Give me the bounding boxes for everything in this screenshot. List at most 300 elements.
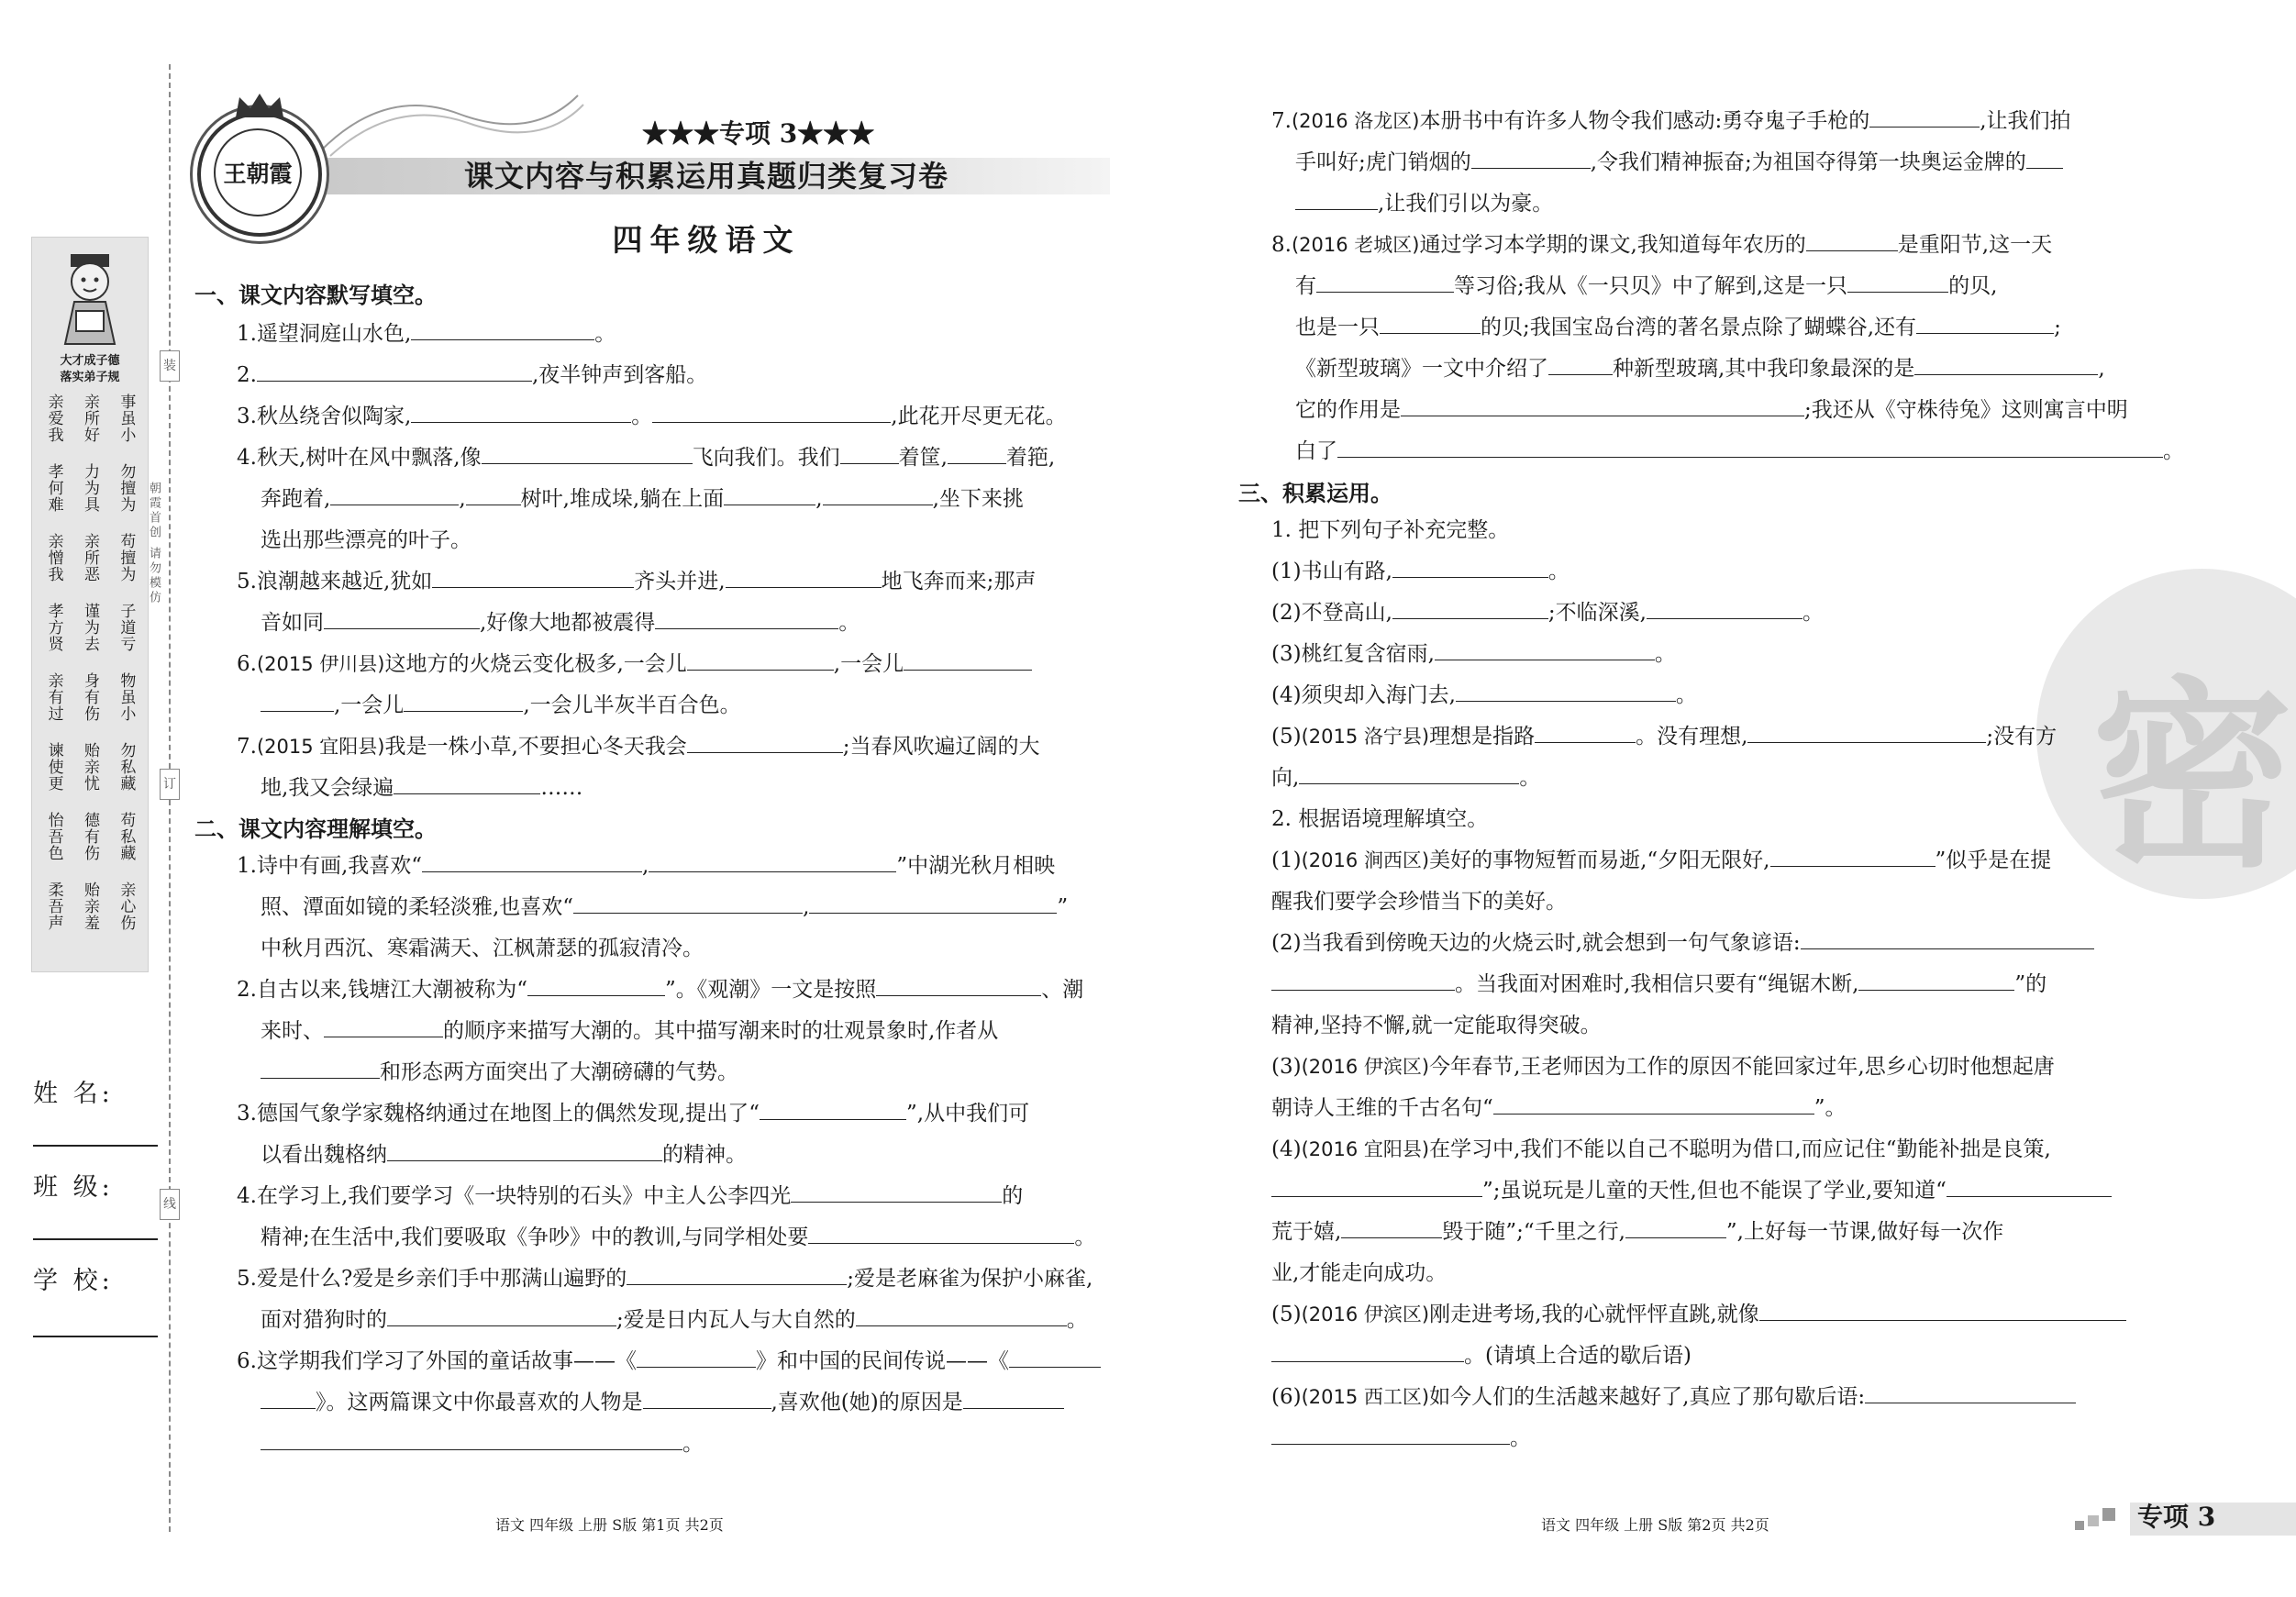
q-text: 秋丛绕舍似陶家, — [256, 405, 412, 428]
answer-blank[interactable] — [627, 1259, 847, 1285]
r-s1-i2 — [1271, 593, 1824, 634]
motto-col: 亲爱我 — [44, 394, 63, 443]
q-text: 》。这两篇课文中你最喜欢的人物是 — [316, 1391, 643, 1414]
r-q8-line2 — [1295, 266, 1997, 307]
answer-blank[interactable] — [637, 1341, 756, 1368]
answer-blank[interactable] — [1916, 307, 2054, 334]
question-source-tag: (2016 洛龙区) — [1291, 110, 1420, 132]
r-s2-i3-line2 — [1271, 1088, 1847, 1129]
name-field[interactable] — [33, 1145, 158, 1147]
motto-col: 事虽小 — [116, 394, 136, 443]
r-q7-line1 — [1271, 101, 2071, 142]
q-text: 是重阳节,这一天 — [1897, 233, 2053, 257]
answer-blank[interactable] — [1493, 1088, 1814, 1115]
q-text: 。 — [838, 611, 860, 635]
q-text: 这学期我们学习了外国的童话故事——《 — [256, 1349, 637, 1373]
motto-col: 勿私藏 — [116, 742, 136, 792]
r-q7-line2 — [1295, 142, 2063, 183]
q-num: 1. — [237, 322, 257, 346]
answer-blank[interactable] — [1337, 431, 2163, 458]
s1-q6-line2 — [261, 685, 741, 726]
q-text: , — [459, 487, 466, 511]
q-text: (5) — [1271, 725, 1302, 749]
r-s1-i5-line1 — [1271, 716, 2057, 758]
q-num: 5. — [237, 570, 257, 593]
answer-blank[interactable] — [840, 438, 899, 464]
q-text: 。 — [1547, 560, 1569, 583]
answer-blank[interactable] — [1271, 1336, 1464, 1362]
answer-blank[interactable] — [411, 314, 594, 340]
footer-tag: 专项 3 — [2137, 1502, 2216, 1532]
answer-blank[interactable] — [687, 726, 843, 753]
answer-blank[interactable] — [856, 1300, 1067, 1326]
crown-icon — [232, 92, 287, 119]
r-s1-i3 — [1271, 634, 1676, 675]
q-text: 毁于随”;“千里之行, — [1442, 1220, 1625, 1244]
q-text: ;当春风吹遍辽阔的大 — [842, 735, 1040, 759]
s1-q5-line2 — [261, 603, 860, 644]
answer-blank[interactable] — [1471, 142, 1591, 169]
q-text: 。 — [2163, 439, 2184, 463]
answer-blank[interactable] — [1914, 349, 2098, 375]
s2-q1-line2 — [261, 887, 1068, 928]
q-text: (3) — [1271, 1055, 1302, 1079]
q-num: 3. — [237, 405, 257, 428]
motto-col: 子道亏 — [116, 603, 136, 652]
page-title: 课文内容与积累运用真题归类复习卷 — [463, 159, 948, 194]
answer-blank[interactable] — [1770, 840, 1936, 867]
q-text: ” — [1057, 895, 1069, 919]
answer-blank[interactable] — [904, 644, 1032, 671]
r-s2-i5-line1 — [1271, 1294, 2126, 1336]
motto-col: 孝方贤 — [44, 603, 63, 652]
answer-blank[interactable] — [387, 1300, 616, 1326]
q-text: 遥望洞庭山水色, — [256, 322, 412, 346]
q-text: ,一会儿 — [833, 652, 904, 676]
answer-blank[interactable] — [1869, 101, 1980, 128]
answer-blank[interactable] — [1380, 307, 1481, 334]
r-q8-line3 — [1295, 307, 2061, 349]
q-text: ,夜半钟声到客船。 — [531, 363, 708, 387]
answer-blank[interactable] — [1299, 758, 1519, 784]
motto-col: 物虽小 — [116, 672, 136, 722]
r-s2-i4-line2 — [1271, 1170, 2112, 1212]
q-num: 5. — [237, 1267, 257, 1291]
grade-subject-title: 四年级语文 — [612, 222, 801, 258]
s2-q2-line2 — [261, 1011, 998, 1052]
answer-blank[interactable] — [1341, 1212, 1442, 1238]
answer-blank[interactable] — [261, 1424, 682, 1450]
q-text: 的顺序来描写大潮的。其中描写潮来时的壮观景象时,作者从 — [443, 1019, 999, 1043]
r-s2-i2-line1 — [1271, 923, 2094, 964]
q-text: 种新型玻璃,其中我印象最深的是 — [1613, 357, 1915, 381]
s1-q3 — [237, 396, 1067, 438]
r-s2-i4-line4: 业,才能走向成功。 — [1271, 1261, 1447, 1285]
q-text: , — [2098, 357, 2105, 381]
q-text: 、潮 — [1041, 978, 1084, 1002]
q-text: ,坐下来挑 — [932, 487, 1024, 511]
q-text: (4) — [1271, 1137, 1302, 1161]
q-text: 在学习中,我们不能以自己不聪明为借口,而应记住“勤能补拙是良策, — [1429, 1137, 2051, 1161]
ribbon-decoration — [312, 77, 587, 160]
q-text: 今年春节,王老师因为工作的原因不能回家过年,思乡心切时他想起唐 — [1429, 1055, 2055, 1079]
answer-blank[interactable] — [1295, 183, 1378, 210]
motto-col: 贻亲忧 — [80, 742, 99, 792]
answer-blank[interactable] — [466, 479, 521, 505]
motto-top: 大才成子德 — [60, 354, 120, 368]
s1-q5-line1 — [237, 561, 1036, 603]
q-text: 诗中有画,我喜欢“ — [256, 854, 423, 878]
motto-col: 力为具 — [80, 463, 99, 513]
q-text: 和形态两方面突出了大潮磅礴的气势。 — [380, 1060, 738, 1084]
q-text: (2)不登高山, — [1271, 601, 1392, 625]
r-s2-i4-line1 — [1271, 1129, 2051, 1170]
q-text: …… — [540, 776, 583, 800]
q-text: 。 — [1510, 1426, 1531, 1450]
q-text: ”;虽说玩是儿童的天性,但也不能误了学业,要知道“ — [1482, 1179, 1947, 1203]
q-text: ,令我们精神振奋;为祖国夺得第一块奥运金牌的 — [1590, 150, 2026, 174]
answer-blank[interactable] — [1947, 1170, 2112, 1197]
question-source-tag: (2015 伊川县) — [256, 653, 385, 675]
motto-bottom: 落实弟子规 — [60, 371, 120, 384]
q-text: 中秋月西沉、寒霜满天、江枫萧瑟的孤寂清冷。 — [261, 937, 704, 960]
q-text: 来时、 — [261, 1019, 324, 1043]
q-text: 。 — [631, 405, 653, 428]
r-s2-i2-line2 — [1271, 964, 2046, 1005]
motto-col: 亲所好 — [80, 394, 99, 443]
answer-blank[interactable] — [573, 887, 803, 914]
q-text: 向, — [1271, 766, 1300, 790]
answer-blank[interactable] — [791, 1176, 1002, 1203]
q-text: ”似乎是在提 — [1935, 848, 2052, 872]
q-num: 4. — [237, 446, 257, 470]
answer-blank[interactable] — [649, 846, 896, 872]
motto-col: 勿擅为 — [116, 463, 136, 513]
cut-mark: 线 — [160, 1189, 180, 1220]
r-s1-title: 1. 把下列句子补充完整。 — [1271, 518, 1510, 542]
q-text: (5) — [1271, 1303, 1302, 1326]
sub-banner: ★★★专项 3★★★ — [642, 118, 875, 149]
brand-name: 王朝霞 — [223, 161, 293, 187]
answer-blank[interactable] — [1392, 593, 1548, 619]
answer-blank[interactable] — [1456, 675, 1676, 702]
answer-blank[interactable] — [643, 1382, 771, 1409]
r-q7-line3 — [1295, 183, 1553, 225]
motto-col: 亲心伤 — [116, 882, 136, 931]
answer-blank[interactable] — [404, 685, 523, 712]
motto-col: 德有伤 — [80, 812, 99, 861]
q-text: 。没有理想, — [1636, 725, 1748, 749]
s2-q6-line3 — [261, 1424, 704, 1465]
q-text: ,一会儿 — [334, 693, 405, 717]
answer-blank[interactable] — [1435, 634, 1655, 660]
answer-blank[interactable] — [1647, 593, 1802, 619]
answer-blank[interactable] — [527, 970, 665, 996]
question-source-tag: (2015 洛宁县) — [1301, 726, 1430, 748]
s2-q1-line3 — [261, 928, 704, 970]
cut-mark: 装 — [160, 350, 180, 382]
s2-q6-line1 — [237, 1341, 1101, 1382]
answer-blank[interactable] — [808, 1217, 1074, 1244]
q-text: ”,上好每一节课,做好每一次作 — [1725, 1220, 2004, 1244]
answer-blank[interactable] — [432, 561, 634, 588]
q-text: ”的 — [2014, 972, 2047, 996]
s2-q4-line1 — [237, 1176, 1023, 1217]
question-source-tag: (2016 伊滨区) — [1301, 1303, 1430, 1325]
q-text: 飞向我们。我们 — [692, 446, 840, 470]
answer-blank[interactable] — [1806, 225, 1898, 251]
name-label: 姓 名: — [33, 1080, 114, 1108]
q-num: 7. — [1271, 109, 1292, 133]
q-text: 奔跑着, — [261, 487, 331, 511]
q-text: ”。《观潮》一文是按照 — [665, 978, 877, 1002]
motto-col: 孝何难 — [44, 463, 63, 513]
q-text: , — [642, 854, 649, 878]
r-s2-i1-line1 — [1271, 840, 2051, 882]
q-text: 的 — [1002, 1184, 1024, 1208]
s1-q4-line3 — [261, 520, 471, 561]
q-text: ”。 — [1814, 1096, 1847, 1120]
s1-q4-line1 — [237, 438, 1055, 479]
s2-q3-line2 — [261, 1135, 747, 1176]
answer-blank[interactable] — [1847, 266, 1948, 293]
q-text: 。 — [1074, 1225, 1096, 1249]
answer-blank[interactable] — [261, 1052, 380, 1079]
footer-left: 语文 四年级 上册 S版 第1页 共2页 — [495, 1516, 724, 1534]
q-text: ;爱是老麻雀为保护小麻雀, — [847, 1267, 1093, 1291]
answer-blank[interactable] — [482, 438, 693, 464]
s1-q2 — [237, 355, 707, 396]
r-q8-line6 — [1295, 431, 2184, 472]
q-text: 面对猎狗时的 — [261, 1308, 387, 1332]
answer-blank[interactable] — [655, 603, 838, 629]
r-s2-i6-line1 — [1271, 1377, 2076, 1418]
s2-q5-line2 — [261, 1300, 1088, 1341]
answer-blank[interactable] — [1009, 1341, 1101, 1368]
answer-blank[interactable] — [1392, 551, 1548, 578]
q-text: , — [815, 487, 823, 511]
q-num: 1. — [237, 854, 257, 878]
answer-blank[interactable] — [1271, 964, 1455, 991]
answer-blank[interactable] — [1548, 349, 1613, 375]
q-text: ;不临深溪, — [1547, 601, 1647, 625]
r-q8-line5 — [1295, 390, 2128, 431]
r-s2-i5-line2 — [1271, 1336, 1691, 1377]
q-text: 刚走进考场,我的心就怦怦直跳,就像 — [1429, 1303, 1759, 1326]
q-text: 照、潭面如镜的柔轻淡雅,也喜欢“ — [261, 895, 574, 919]
q-text: 地,我又会绿遍 — [261, 776, 394, 800]
answer-blank[interactable] — [324, 1011, 443, 1037]
question-source-tag: (2015 西工区) — [1301, 1386, 1430, 1408]
q-text: 有 — [1295, 274, 1316, 298]
s2-q5-line1 — [237, 1259, 1093, 1300]
q-num: 7. — [237, 735, 257, 759]
s1-q7-line1 — [237, 726, 1040, 768]
answer-blank[interactable] — [724, 479, 815, 505]
answer-blank[interactable] — [1865, 1377, 2076, 1403]
r-s1-i4 — [1271, 675, 1697, 716]
stamp-char: 密 — [2091, 657, 2294, 894]
motto-col: 谏使更 — [44, 742, 63, 792]
q-text: ,一会儿半灰半百合色。 — [523, 693, 741, 717]
answer-blank[interactable] — [948, 438, 1006, 464]
section1-heading: 一、课文内容默写填空。 — [194, 282, 437, 308]
answer-blank[interactable] — [257, 355, 532, 382]
answer-blank[interactable] — [963, 1382, 1064, 1409]
s1-q6-line1 — [237, 644, 1032, 685]
answer-blank[interactable] — [2026, 142, 2063, 169]
q-text: 着筐, — [898, 446, 948, 470]
q-text: 。 — [682, 1432, 704, 1456]
s2-q2-line3 — [261, 1052, 738, 1093]
q-num: 8. — [1271, 233, 1292, 257]
q-text: (3)桃红复含宿雨, — [1271, 642, 1435, 666]
q-text: 》和中国的民间传说——《 — [755, 1349, 1009, 1373]
class-label: 班 级: — [33, 1173, 114, 1202]
q-text: 精神;在生活中,我们要吸取《争吵》中的教训,与同学相处要 — [261, 1225, 809, 1249]
answer-blank[interactable] — [387, 1135, 662, 1161]
answer-blank[interactable] — [1858, 964, 2014, 991]
q-text: 。 — [1654, 642, 1676, 666]
q-text: 手叫好;虎门销烟的 — [1295, 150, 1471, 174]
answer-blank[interactable] — [261, 1382, 316, 1409]
q-num: 6. — [237, 1349, 257, 1373]
answer-blank[interactable] — [823, 479, 933, 505]
section3-heading: 三、积累运用。 — [1238, 480, 1392, 506]
answer-blank[interactable] — [1401, 390, 1804, 416]
answer-blank[interactable] — [324, 603, 480, 629]
s1-q1 — [237, 314, 616, 355]
motto-col: 亲有过 — [44, 672, 63, 722]
answer-blank[interactable] — [726, 561, 882, 588]
motto-col: 柔吾声 — [44, 882, 63, 931]
q-text: ;我还从《守株待兔》这则寓言中明 — [1804, 398, 2128, 422]
footer-right: 语文 四年级 上册 S版 第2页 共2页 — [1541, 1516, 1769, 1534]
q-num: 3. — [237, 1102, 257, 1126]
answer-blank[interactable] — [1747, 716, 1986, 743]
r-s1-i1 — [1271, 551, 1569, 593]
q-text: (6) — [1271, 1385, 1302, 1409]
answer-blank[interactable] — [330, 479, 459, 505]
question-source-tag: (2016 涧西区) — [1301, 849, 1430, 871]
q-text: ”中湖光秋月相映 — [896, 854, 1056, 878]
confidential-stamp — [2036, 569, 2296, 899]
answer-blank[interactable] — [1625, 1212, 1726, 1238]
motto-col: 谨为去 — [80, 603, 99, 652]
answer-blank[interactable] — [652, 396, 891, 423]
motto-caption — [36, 353, 144, 386]
s2-q2-line1 — [237, 970, 1083, 1011]
logo-inner-ring — [214, 128, 302, 216]
answer-blank[interactable] — [809, 887, 1057, 914]
answer-blank[interactable] — [394, 768, 540, 794]
q-text: ; — [2054, 316, 2061, 339]
q-text: 选出那些漂亮的叶子。 — [261, 528, 471, 552]
answer-blank[interactable] — [1801, 923, 2094, 949]
r-s2-title: 2. 根据语境理解填空。 — [1271, 807, 1489, 831]
section2-heading: 二、课文内容理解填空。 — [194, 815, 437, 842]
q-text: 浪潮越来越近,犹如 — [256, 570, 433, 593]
answer-blank[interactable] — [422, 846, 642, 872]
r-s2-i6-line2 — [1271, 1418, 1531, 1459]
r-s2-i3-line1 — [1271, 1047, 2055, 1088]
question-source-tag: (2016 伊滨区) — [1301, 1056, 1430, 1078]
q-text: 。(请填上合适的歇后语) — [1464, 1344, 1691, 1368]
q-num: 2. — [237, 363, 257, 387]
s2-q1-line1 — [237, 846, 1055, 887]
answer-blank[interactable] — [687, 644, 834, 671]
q-text: 在学习上,我们要学习《一块特别的石头》中主人公李四光 — [256, 1184, 792, 1208]
answer-blank[interactable] — [411, 396, 631, 423]
q-num: 6. — [237, 652, 257, 676]
school-field[interactable] — [33, 1336, 158, 1337]
q-text: ,让我们引以为豪。 — [1378, 192, 1554, 216]
q-text: 。 — [1066, 1308, 1088, 1332]
r-s1-i5-line2 — [1271, 758, 1540, 799]
q-text: 如今人们的生活越来越好了,真应了那句歇后语: — [1429, 1385, 1866, 1409]
motto-col: 贻亲羞 — [80, 882, 99, 931]
answer-blank[interactable] — [1271, 1418, 1510, 1445]
q-text: 着筢, — [1005, 446, 1056, 470]
q-text: 《新型玻璃》一文中介绍了 — [1295, 357, 1548, 381]
q-text: 德国气象学家魏格纳通过在地图上的偶然发现,提出了“ — [256, 1102, 760, 1126]
answer-blank[interactable] — [1271, 1170, 1482, 1197]
q-text: 荒于嬉, — [1271, 1220, 1342, 1244]
margin-strip — [0, 0, 174, 1597]
r-s2-i2-line3: 精神,坚持不懈,就一定能取得突破。 — [1271, 1014, 1602, 1037]
motto-col: 亲所恶 — [80, 533, 99, 582]
q-text: 。 — [1519, 766, 1541, 790]
q-text: 它的作用是 — [1295, 398, 1401, 422]
motto-col: 苟擅为 — [116, 533, 136, 582]
q-text: 本册书中有许多人物令我们感动:勇夺鬼子手枪的 — [1419, 109, 1870, 133]
q-text: ,此花开尽更无花。 — [891, 405, 1067, 428]
q-text: (1)书山有路, — [1271, 560, 1392, 583]
q-text: (1) — [1271, 848, 1302, 872]
q-text: 通过学习本学期的课文,我知道每年农历的 — [1419, 233, 1806, 257]
answer-blank[interactable] — [1316, 266, 1454, 293]
q-text: 地飞奔而来;那声 — [881, 570, 1037, 593]
answer-blank[interactable] — [1759, 1294, 2126, 1321]
q-text: 音如同 — [261, 611, 324, 635]
q-text: 自古以来,钱塘江大潮被称为“ — [256, 978, 528, 1002]
q-text: 树叶,堆成垛,躺在上面 — [520, 487, 725, 511]
answer-blank[interactable] — [1535, 716, 1636, 743]
motto-col: 怡吾色 — [44, 812, 63, 861]
question-source-tag: (2015 宜阳县) — [256, 736, 385, 758]
q-text: 。 — [594, 322, 616, 346]
class-field[interactable] — [33, 1238, 158, 1240]
r-q8-line1 — [1271, 225, 2052, 266]
q-text: (4)须臾却入海门去, — [1271, 683, 1456, 707]
q-text: ,让我们拍 — [1980, 109, 2071, 133]
cut-mark: 订 — [160, 769, 180, 800]
q-text: 秋天,树叶在风中飘落,像 — [256, 446, 482, 470]
answer-blank[interactable] — [760, 1093, 906, 1120]
q-text: 。 — [1802, 601, 1824, 625]
r-s2-i1-line2: 醒我们要学会珍惜当下的美好。 — [1271, 890, 1567, 914]
answer-blank[interactable] — [876, 970, 1041, 996]
s2-q4-line2 — [261, 1217, 1095, 1259]
q-text: 朝诗人王维的千古名句“ — [1271, 1096, 1493, 1120]
q-text: 美好的事物短暂而易逝,“夕阳无限好, — [1429, 848, 1770, 872]
answer-blank[interactable] — [261, 685, 334, 712]
q-text: 也是一只 — [1295, 316, 1380, 339]
q-text: 我是一株小草,不要担心冬天我会 — [384, 735, 687, 759]
q-num: 4. — [237, 1184, 257, 1208]
q-text: ,好像大地都被震得 — [480, 611, 656, 635]
q-text: 的贝;我国宝岛台湾的著名景点除了蝴蝶谷,还有 — [1481, 316, 1917, 339]
